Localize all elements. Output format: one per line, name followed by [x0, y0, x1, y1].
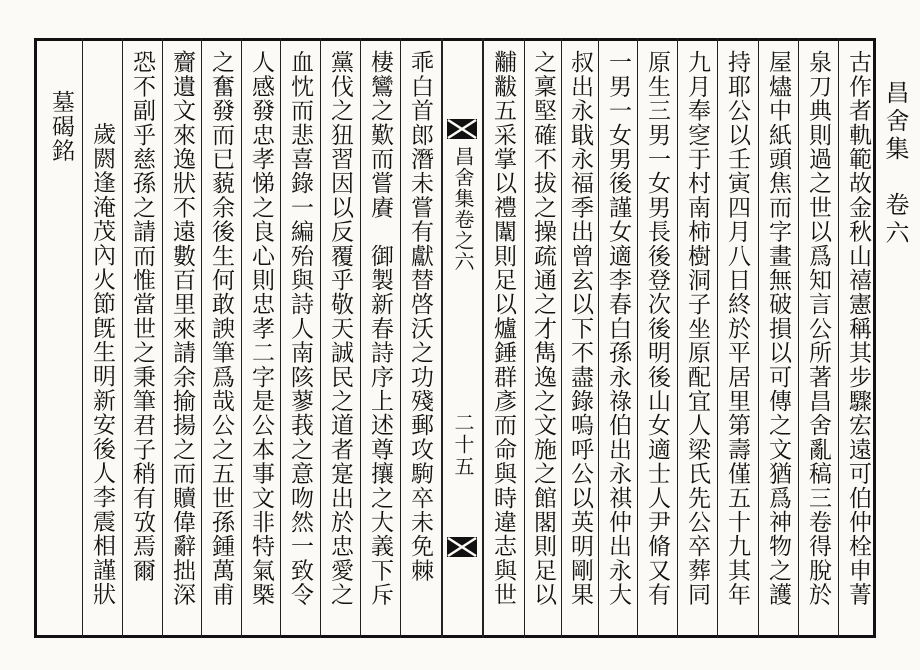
text-column: 齎遺文來逸狀不遠數百里來請余揄揚之而贖偉辭拙深 — [169, 50, 195, 607]
vertical-rule — [400, 38, 401, 638]
section-heading: 墓碣銘 — [48, 90, 74, 163]
text-column: 之稟堅確不拔之操疏通之才雋逸之文施之館閣則足以 — [530, 50, 556, 607]
text-column: 黨伐之狃習因以反覆乎敬天誠民之道者寔出於忠愛之 — [327, 50, 353, 607]
vertical-rule — [838, 38, 839, 638]
fishtail-ornament-icon — [446, 118, 478, 140]
vertical-rule — [201, 38, 202, 638]
center-fold-rule — [441, 38, 443, 638]
fishtail-ornament-icon — [446, 536, 478, 558]
text-column: 叔出永戢永福季出曾玄以下不盡錄嗚呼公以英明剛果 — [567, 50, 593, 607]
vertical-rule — [717, 38, 718, 638]
vertical-rule — [598, 38, 599, 638]
vertical-rule — [677, 38, 678, 638]
text-column: 歲閼逢淹茂內火節旣生明新安後人李震相謹狀 — [89, 122, 115, 606]
text-column: 之奮發而已藐余後生何敢諛筆爲哉公之五世孫鍾萬甫 — [208, 50, 234, 607]
center-fold-rule — [482, 38, 484, 638]
text-column: 恐不副乎慈孫之請而惟當世之秉筆君子稍有攷焉爾 — [129, 50, 155, 583]
vertical-rule — [637, 38, 638, 638]
text-column: 一男一女男後謹女適李春白孫永祿伯出永祺仲出永大 — [605, 50, 631, 607]
text-column: 屋燼中紙頭焦而字畫無破損以可傳之文猶爲神物之護 — [765, 50, 791, 607]
vertical-rule — [82, 38, 83, 638]
center-book-title: 昌舍集卷之六 — [451, 146, 475, 272]
vertical-rule — [280, 38, 281, 638]
text-column: 原生三男一女男長後登次後明後山女適士人尹脩又有 — [644, 50, 670, 607]
vertical-rule — [122, 38, 123, 638]
text-column: 泉刀典則過之世以爲知言公所著昌舍亂稿三卷得脫於 — [805, 50, 831, 607]
text-column: 九月奉窆于村南柿樹洞子坐原配宜人梁氏先公卒葬同 — [684, 50, 710, 607]
text-column: 血忱而悲喜錄一編殆與詩人南陔蓼莪之意吻然一致令 — [287, 50, 313, 607]
text-column: 人感發忠孝悌之良心則忠孝二字是公本事文非特氣槩 — [248, 50, 274, 607]
vertical-rule — [320, 38, 321, 638]
text-column: 持耶公以壬寅四月八日終於平居里第壽僅五十九其年 — [724, 50, 750, 607]
vertical-rule — [524, 38, 525, 638]
text-column: 古作者軌範故金秋山禧憲稱其步驟宏遠可伯仲栓申菁 — [845, 50, 871, 607]
running-title: 昌舍集 卷六 — [881, 80, 909, 248]
vertical-rule — [162, 38, 163, 638]
text-column: 棲鸞之歎而嘗賡 御製新春詩序上述尊攘之大義下斥 — [367, 50, 393, 607]
vertical-rule — [241, 38, 242, 638]
text-column: 黼黻五采掌以禮闈則足以爐錘群彥而命與時違志與世 — [490, 50, 516, 607]
center-page-number: 二十五 — [451, 412, 475, 478]
vertical-rule — [798, 38, 799, 638]
vertical-rule — [561, 38, 562, 638]
text-column: 乖白首郎潛未嘗有獻替啓沃之功殘郵攻駒卒未免棘 — [407, 50, 433, 583]
vertical-rule — [360, 38, 361, 638]
vertical-rule — [758, 38, 759, 638]
